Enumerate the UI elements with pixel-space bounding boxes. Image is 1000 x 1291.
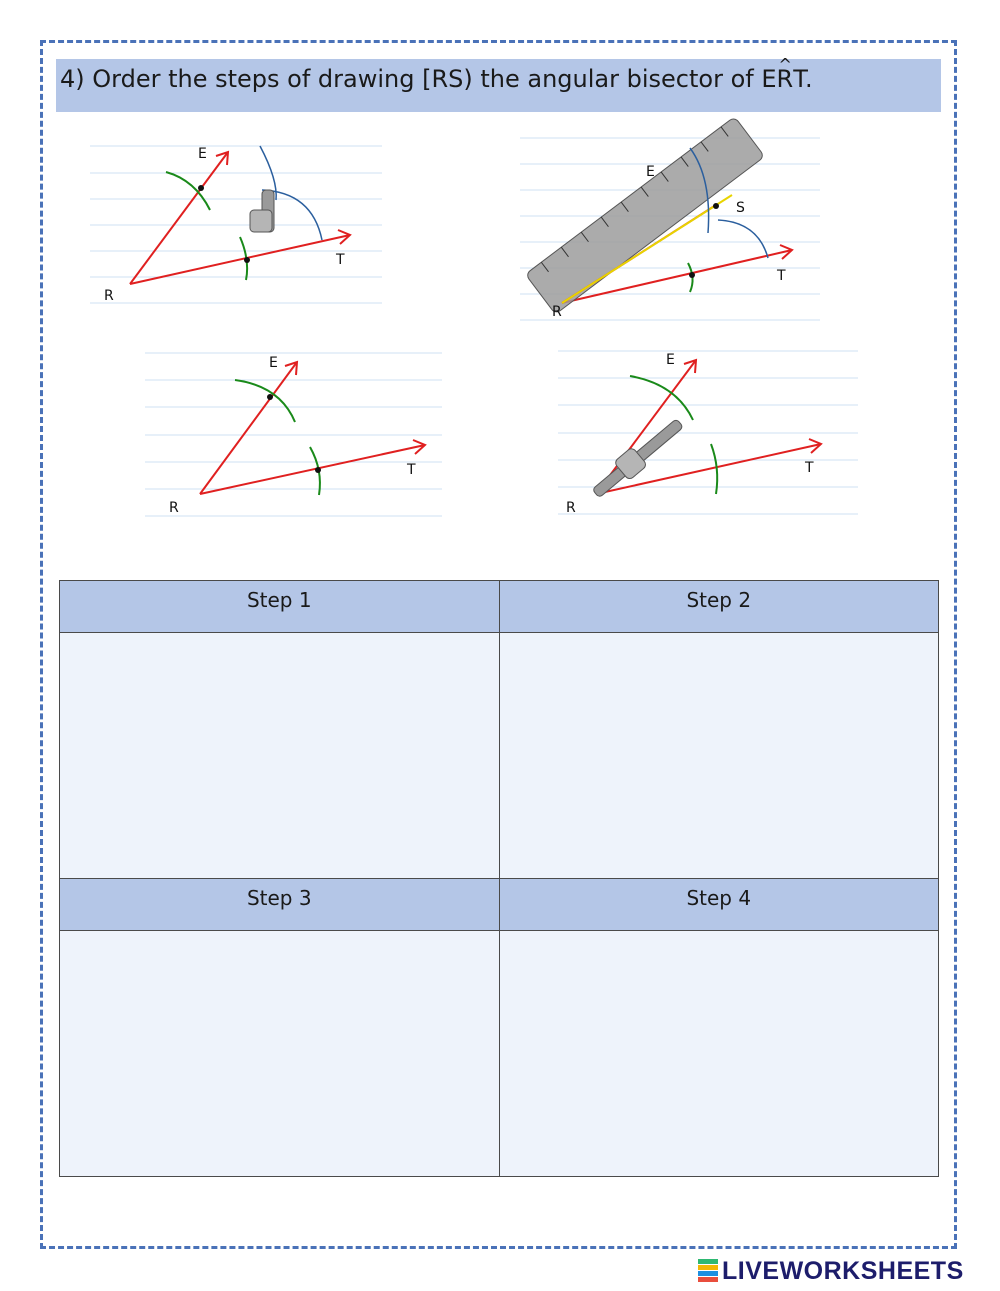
label-t: T [336, 252, 345, 268]
liveworksheets-logo [698, 1256, 993, 1286]
label-t: T [777, 268, 786, 284]
label-r: R [104, 288, 114, 304]
steps-table [59, 580, 939, 1177]
step-1-drop-zone[interactable] [60, 633, 500, 879]
label-r: R [566, 500, 576, 516]
step-1-header: Step 1 [60, 581, 500, 633]
logo-text: LIVEWORKSHEETS [722, 1256, 964, 1285]
figure-angle-marks [145, 350, 442, 520]
figure-compass-bisector-arcs [90, 140, 382, 310]
step-2-drop-zone[interactable] [499, 633, 939, 879]
label-s: S [736, 200, 745, 216]
label-r: R [169, 500, 179, 516]
label-r: R [552, 304, 562, 320]
label-e: E [646, 164, 655, 180]
step-2-header: Step 2 [499, 581, 939, 633]
question-header [56, 59, 941, 112]
label-e: E [666, 352, 675, 368]
logo-mark-icon [698, 1259, 718, 1283]
label-e: E [269, 355, 278, 371]
label-e: E [198, 146, 207, 162]
step-4-drop-zone[interactable] [499, 931, 939, 1177]
question-suffix: T. [793, 65, 813, 93]
question-hat-letter: ^ R [777, 59, 794, 99]
figure-ruler-draw-ray [520, 118, 820, 323]
step-3-header: Step 3 [60, 879, 500, 931]
label-t: T [407, 462, 416, 478]
step-4-header: Step 4 [499, 879, 939, 931]
question-prefix: 4) Order the steps of drawing [RS) the angular bisector of E [60, 65, 777, 93]
figure-compass-marks [558, 348, 858, 520]
step-3-drop-zone[interactable] [60, 931, 500, 1177]
label-t: T [805, 460, 814, 476]
